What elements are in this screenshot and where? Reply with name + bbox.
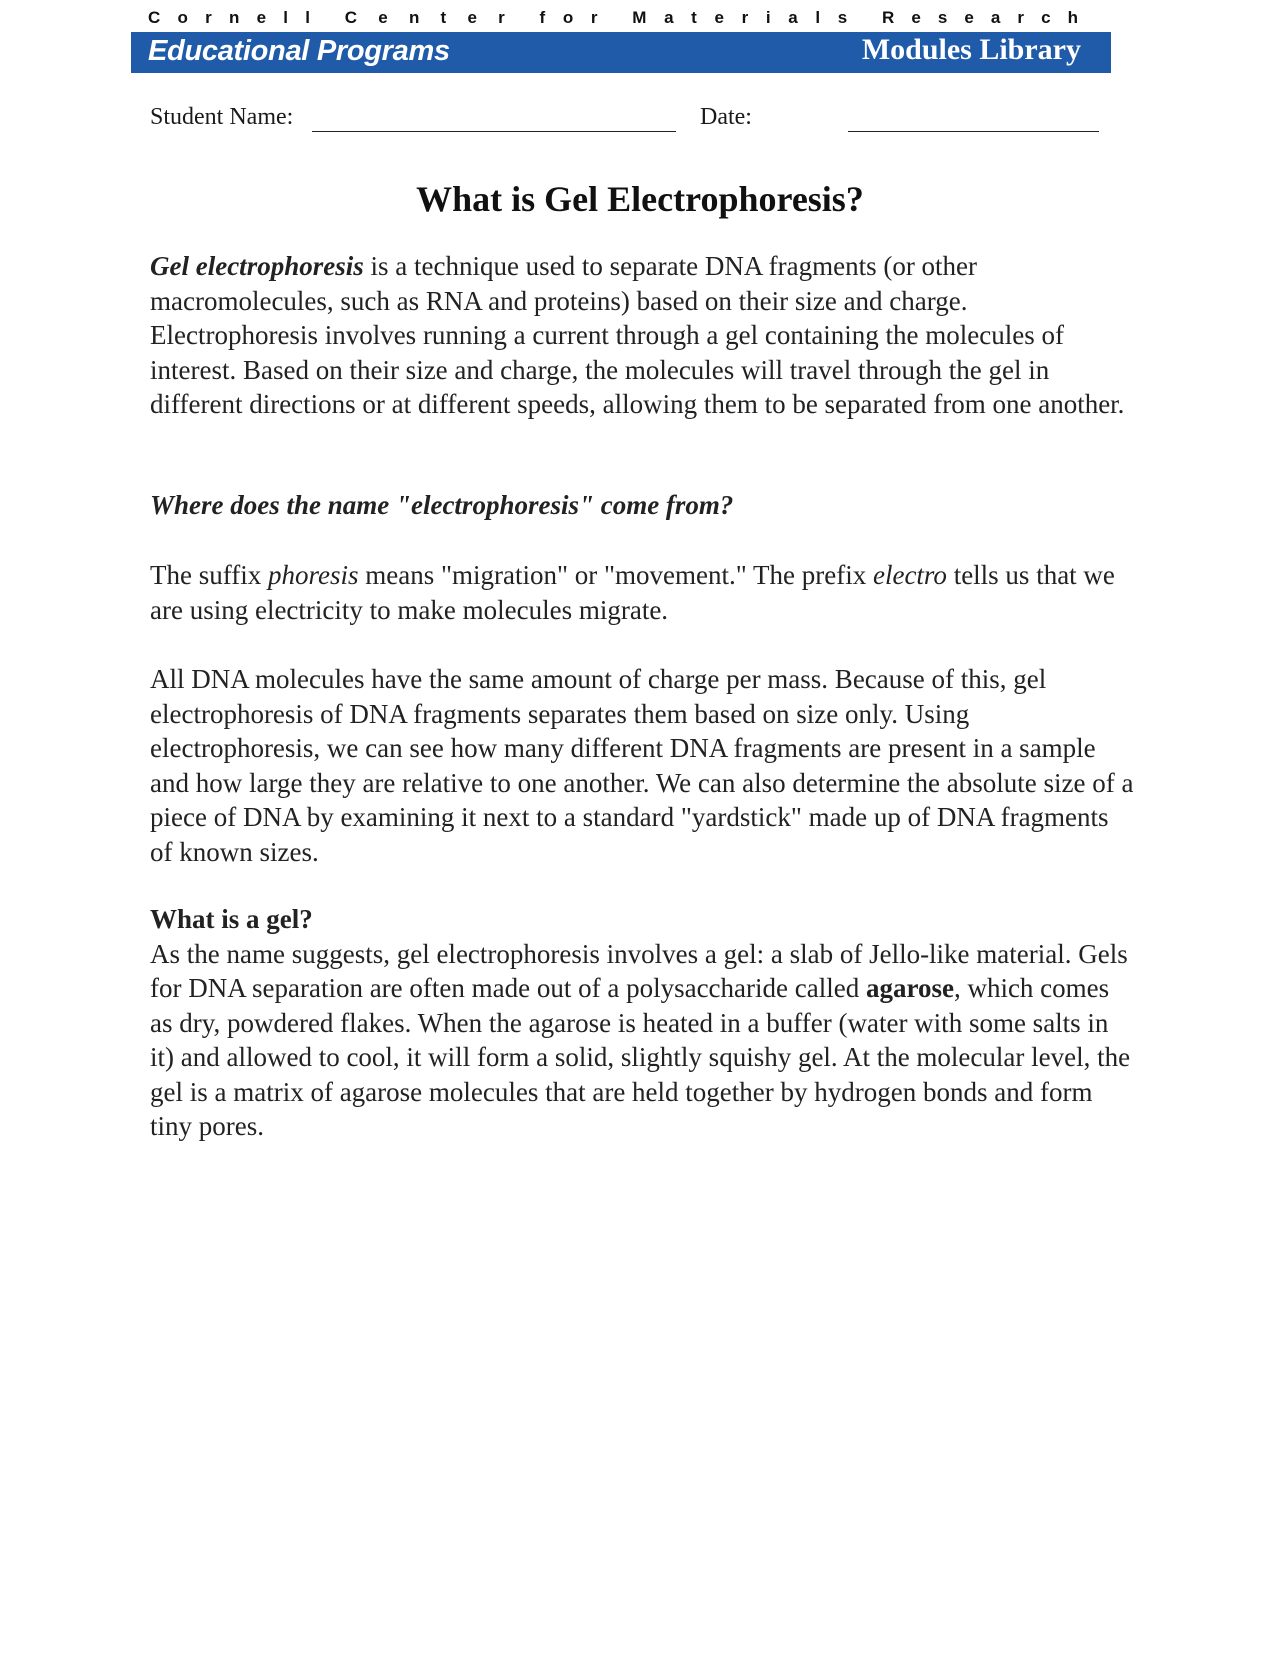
prefix-term: electro	[872, 560, 947, 590]
agarose-term: agarose	[865, 973, 954, 1003]
date-label: Date:	[700, 104, 752, 130]
org-word-cornell: C o r n e l l	[148, 8, 310, 27]
org-word-for: f o r	[539, 8, 598, 27]
suffix-text-c: means "migration" or "movement." The prefix	[358, 560, 873, 590]
suffix-text-a: The suffix	[150, 560, 268, 590]
dna-text: All DNA molecules have the same amount of charge per mass. Because of this, gel electrophoresis of DNA fragments separates them based on size only. Using electrophoresis, we can see how many different DNA fragments are present in a sample and how large they are relative to one another. We can also determine the absolute size of a piece of DNA by examining it next to a standard "yardstick" made up of DNA fragments of known sizes.	[150, 664, 1134, 867]
intro-paragraph	[150, 249, 1135, 422]
org-word-center: C e n t e r	[344, 8, 505, 27]
gel-heading: What is a gel?	[150, 904, 313, 934]
intro-text: is a technique used to separate DNA fragments (or other macromolecules, such as RNA and proteins) based on their size and charge. Electrophoresis involves running a current through a gel containing the molecules of interest. Based on their size and charge, the molecules will travel through the gel in different directions or at different speeds, allowing them to be separated from one another.	[150, 251, 1125, 419]
gel-text-b: , which comes as dry, powdered flakes. When the agarose is heated in a buffer (water with some salts in it) and allowed to cool, it will form a solid, slightly squishy gel. At the molecular level, the gel is a matrix of agarose molecules that are held together by hydrogen bonds and form tiny pores.	[150, 973, 1131, 1141]
student-name-label: Student Name:	[150, 104, 294, 130]
gel-text-a: As the name suggests, gel electrophoresis involves a gel: a slab of Jello-like material. Gels for DNA separation are often made out of a polysaccharide called	[150, 938, 1128, 1003]
date-line[interactable]	[848, 131, 1099, 132]
library-name: Modules Library	[861, 33, 1081, 66]
org-word-research: R e s e a r c h	[882, 8, 1078, 27]
suffix-term: phoresis	[267, 560, 359, 590]
header-banner	[131, 32, 1111, 73]
gel-section	[150, 902, 1135, 1144]
org-name	[148, 8, 1078, 28]
name-question-text: Where does the name "electrophoresis" come from?	[150, 490, 734, 520]
suffix-paragraph	[150, 558, 1135, 627]
intro-term: Gel electrophoresis	[150, 251, 364, 281]
program-name: Educational Programs	[148, 35, 450, 67]
student-name-line[interactable]	[312, 131, 676, 132]
page-title: What is Gel Electrophoresis?	[416, 179, 864, 219]
name-question	[150, 488, 1135, 523]
suffix-text-e: tells us that we are using electricity to make molecules migrate.	[150, 560, 1115, 625]
org-word-materials: M a t e r i a l s	[632, 8, 848, 27]
dna-paragraph	[150, 662, 1135, 869]
